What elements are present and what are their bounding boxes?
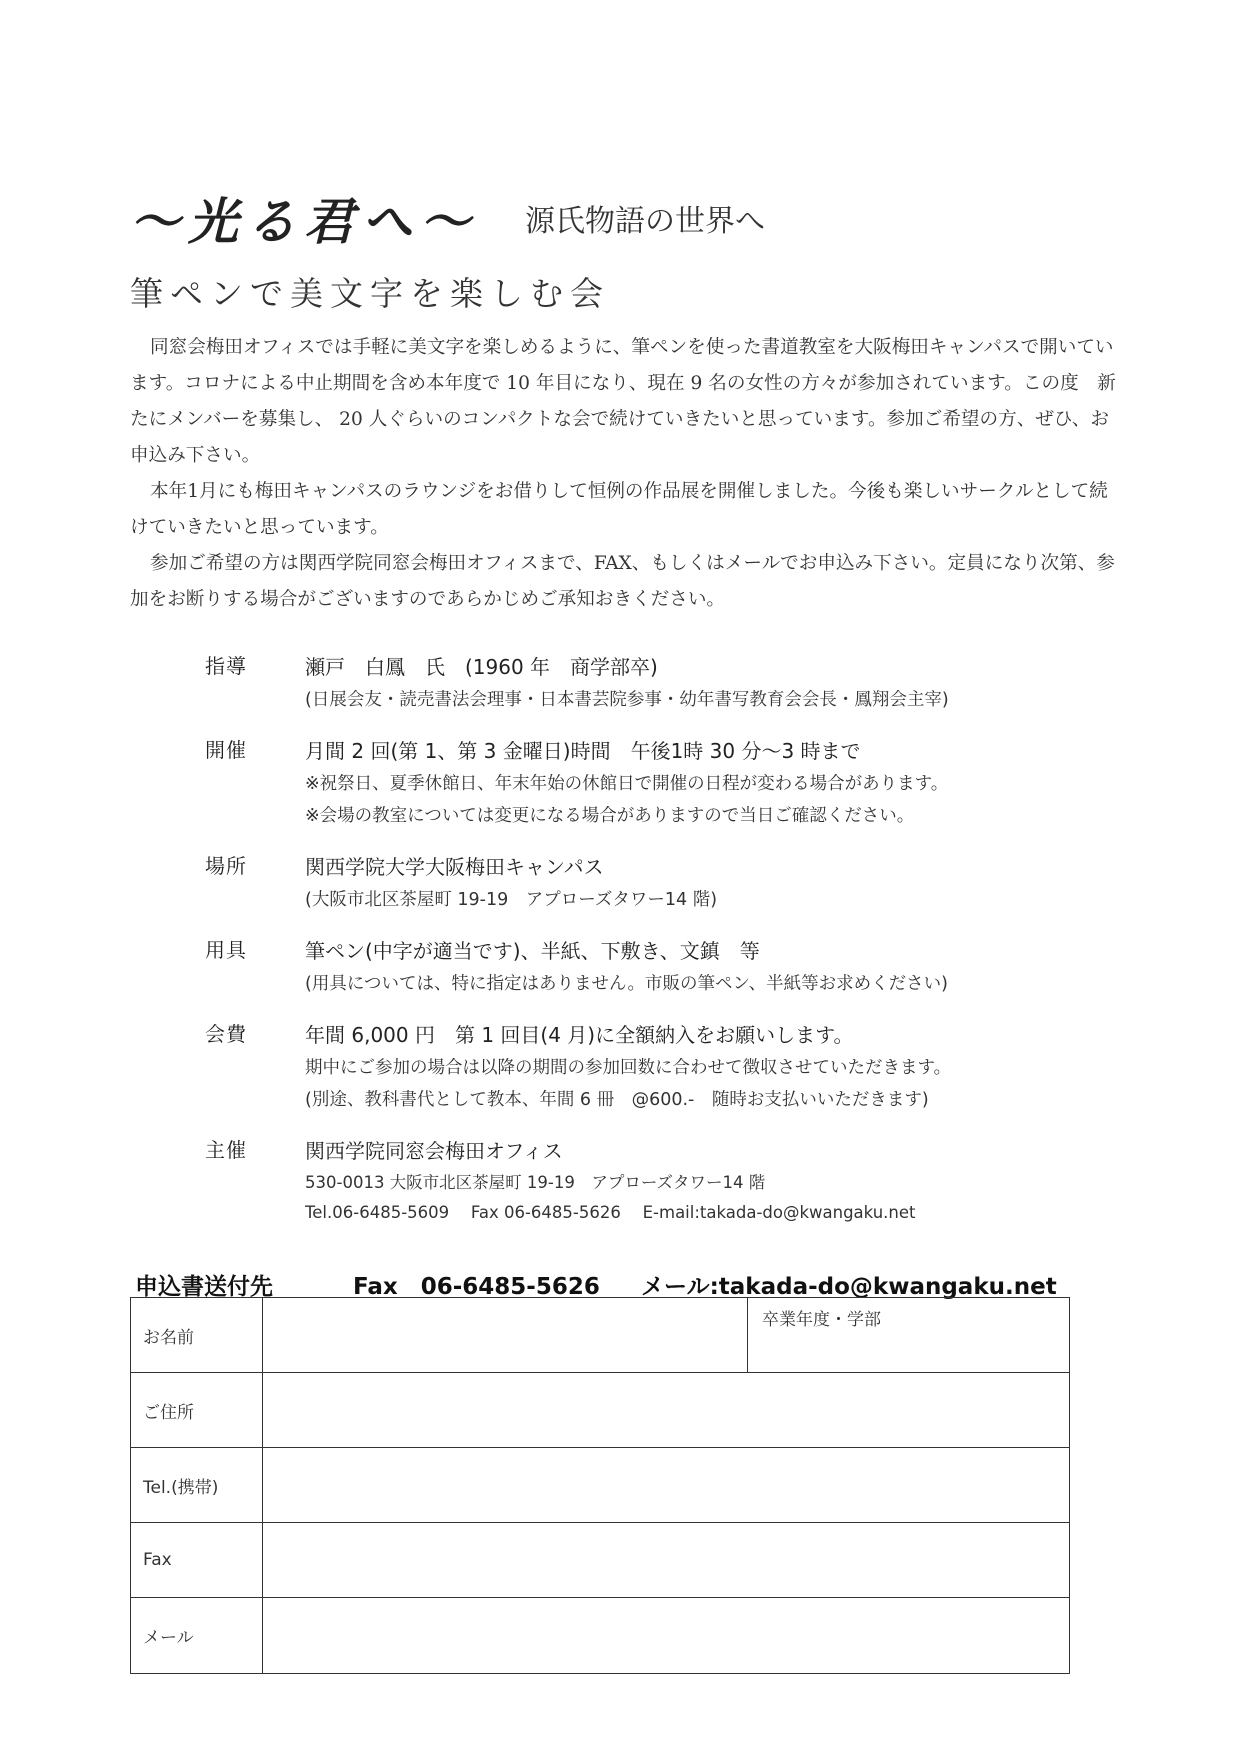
tel-label: Tel.(携帯)	[131, 1448, 263, 1522]
apply-mail: メール:takada-do@kwangaku.net	[641, 1274, 1057, 1300]
detail-tools	[205, 934, 1135, 1000]
form-row-mail	[131, 1598, 1069, 1673]
organizer-contact: Tel.06-6485-5609 Fax 06-6485-5626 E-mail:takada-do@kwangaku.net	[305, 1203, 916, 1222]
title-row	[130, 182, 1110, 251]
graduation-label: 卒業年度・学部	[762, 1310, 881, 1330]
fee-main: 年間 6,000 円 第 1 回目(4 月)に全額納入をお願いします。	[305, 1023, 854, 1047]
tel-field[interactable]	[263, 1448, 1069, 1522]
details-list	[205, 650, 1135, 1246]
apply-fax: Fax 06-6485-5626	[353, 1274, 600, 1300]
detail-venue	[205, 850, 1135, 916]
apply-label: 申込書送付先	[135, 1274, 273, 1300]
main-title: 〜光る君へ〜	[130, 192, 478, 251]
intro-paragraph-1: 同窓会梅田オフィスでは手軽に美文字を楽しめるように、筆ペンを使った書道教室を大阪梅田キャンパスで開いています。コロナによる中止期間を含め本年度で 10 年目になり、現在 9 名の女性の方々が参加されています。この度 新たにメンバーを募集し、 20 人ぐらいのコンパクトな会で続けていきたいと思っています。参加ご希望の方、ぜひ、お申込み下さい。	[130, 337, 1116, 466]
fee-note-2: (別途、教科書代として教本、年間 6 冊 @600.- 随時お支払いいただきます)	[305, 1090, 929, 1110]
detail-label: 用具	[205, 938, 247, 962]
detail-label: 場所	[205, 854, 247, 878]
detail-schedule	[205, 734, 1135, 832]
sub-title: 源氏物語の世界へ	[525, 204, 765, 239]
detail-label: 主催	[205, 1138, 247, 1162]
mail-label: メール	[131, 1598, 263, 1673]
form-row-fax	[131, 1523, 1069, 1598]
graduation-field[interactable]	[747, 1298, 1069, 1372]
intro-paragraph-3: 参加ご希望の方は関西学院同窓会梅田オフィスまで、FAX、もしくはメールでお申込み下さい。定員になり次第、参加をお断りする場合がございますのであらかじめご承知おきください。	[130, 553, 1115, 610]
schedule-note-2: ※会場の教室については変更になる場合がありますので当日ご確認ください。	[305, 806, 915, 826]
name-label: お名前	[131, 1298, 263, 1372]
venue-main: 関西学院大学大阪梅田キャンパス	[305, 855, 604, 879]
detail-fee	[205, 1018, 1135, 1116]
intro-paragraph-2: 本年1月にも梅田キャンパスのラウンジをお借りして恒例の作品展を開催しました。今後も楽しいサークルとして続けていきたいと思っています。	[130, 481, 1108, 538]
detail-label: 指導	[205, 654, 247, 678]
detail-label: 会費	[205, 1022, 247, 1046]
instructor-name: 瀬戸 白鳳 氏 (1960 年 商学部卒)	[305, 655, 658, 679]
intro-text	[130, 330, 1120, 618]
fee-note-1: 期中にご参加の場合は以降の期間の参加回数に合わせて徴収させていただきます。	[305, 1058, 952, 1078]
detail-label: 開催	[205, 738, 247, 762]
address-field[interactable]	[263, 1373, 1069, 1447]
detail-organizer	[205, 1134, 1135, 1228]
organizer-address: 530-0013 大阪市北区茶屋町 19-19 アプローズタワー14 階	[305, 1173, 766, 1192]
schedule-note-1: ※祝祭日、夏季休館日、年末年始の休館日で開催の日程が変わる場合があります。	[305, 774, 949, 794]
fax-field[interactable]	[263, 1523, 1069, 1597]
form-row-tel	[131, 1448, 1069, 1523]
venue-note: (大阪市北区茶屋町 19-19 アプローズタワー14 階)	[305, 890, 718, 910]
instructor-note: (日展会友・読売書法会理事・日本書芸院参事・幼年書写教育会会長・鳳翔会主宰)	[305, 690, 949, 710]
address-label: ご住所	[131, 1373, 263, 1447]
tools-main: 筆ペン(中字が適当です)、半紙、下敷き、文鎮 等	[305, 939, 760, 963]
organizer-main: 関西学院同窓会梅田オフィス	[305, 1139, 563, 1163]
form-row-name	[131, 1298, 1069, 1373]
page-heading: 筆ペンで美文字を楽しむ会	[130, 274, 610, 313]
application-form	[130, 1297, 1070, 1674]
schedule-main: 月間 2 回(第 1、第 3 金曜日)時間 午後1時 30 分〜3 時まで	[305, 739, 861, 763]
tools-note: (用具については、特に指定はありません。市販の筆ペン、半紙等お求めください)	[305, 974, 948, 994]
fax-label: Fax	[131, 1523, 263, 1597]
mail-field[interactable]	[263, 1598, 1069, 1673]
form-row-address	[131, 1373, 1069, 1448]
detail-instructor	[205, 650, 1135, 716]
